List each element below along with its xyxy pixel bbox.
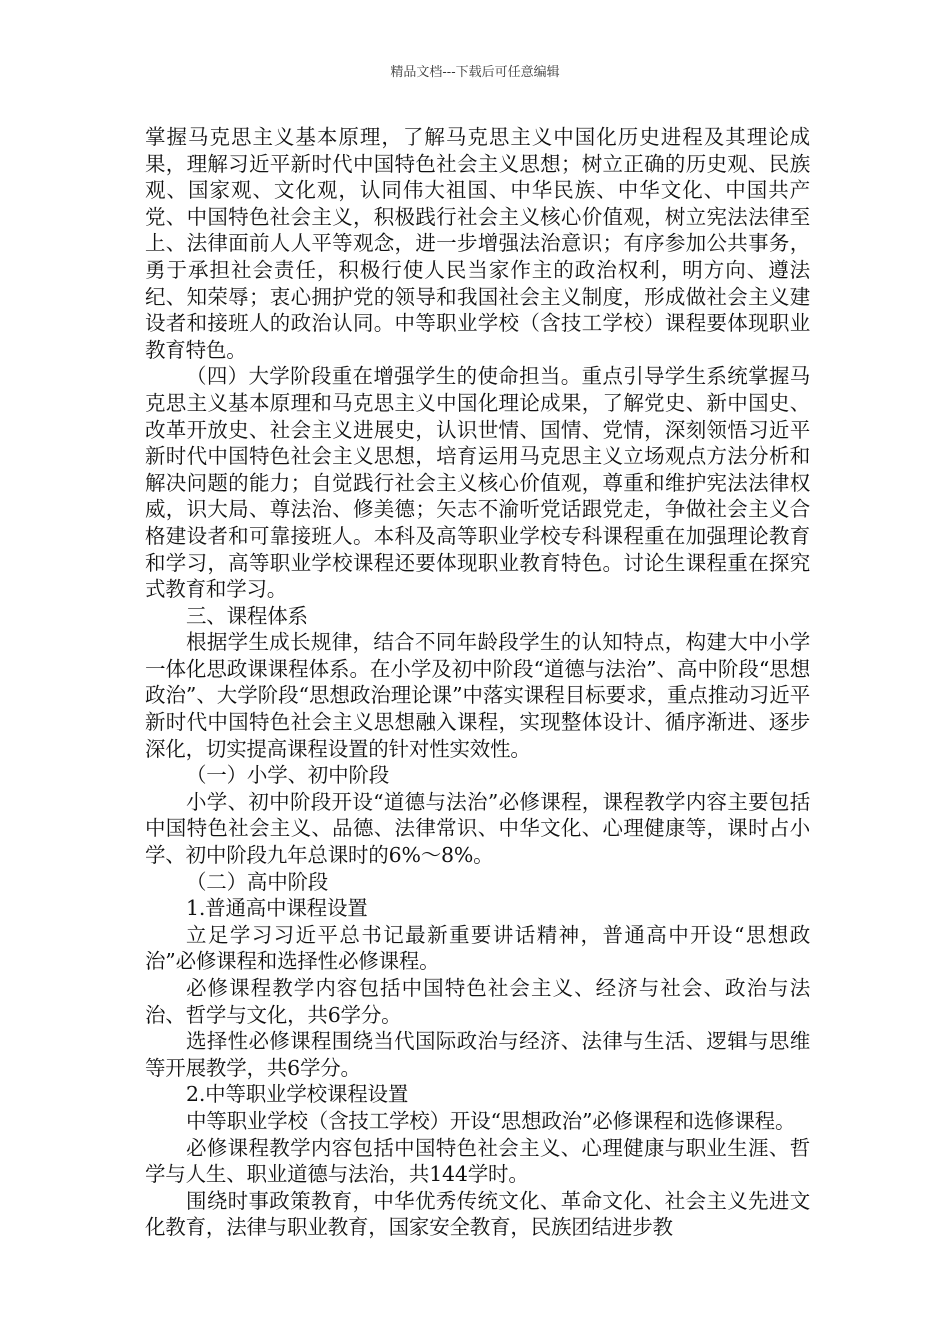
paragraph-14: 必修课程教学内容包括中国特色社会主义、心理健康与职业生涯、哲学与人生、职业道德与法治，共144学时。 (145, 1135, 810, 1187)
paragraph-4: 根据学生成长规律，结合不同年龄段学生的认知特点，构建大中小学一体化思政课课程体系。在小学及初中阶段“道德与法治”、高中阶段“思想政治”、大学阶段“思想政治理论课”中落实课程目标要求，重点推动习近平新时代中国特色社会主义思想融入课程，实现整体设计、循序渐进、逐步深化，切实提高课程设置的针对性实效性。 (145, 630, 810, 761)
subheading-senior-high: （二）高中阶段 (186, 869, 329, 894)
subheading-primary-junior: （一）小学、初中阶段 (186, 763, 389, 788)
paragraph-6: 小学、初中阶段开设“道德与法治”必修课程，课程教学内容主要包括中国特色社会主义、品德、法律常识、中华文化、心理健康等，课时占小学、初中阶段九年总课时的6%～8%。 (145, 789, 810, 868)
paragraph-15: 围绕时事政策教育，中华优秀传统文化、革命文化、社会主义先进文化教育，法律与职业教育，国家安全教育，民族团结进步教 (145, 1188, 810, 1240)
document-body (145, 124, 810, 1241)
paragraph-13: 中等职业学校（含技工学校）开设“思想政治”必修课程和选修课程。 (186, 1108, 796, 1133)
paragraph-10: 必修课程教学内容包括中国特色社会主义、经济与社会、政治与法治、哲学与文化，共6学分。 (145, 976, 810, 1027)
subheading-vocational: 2.中等职业学校课程设置 (186, 1082, 409, 1107)
paragraph-11: 选择性必修课程围绕当代国际政治与经济、法律与生活、逻辑与思维等开展教学，共6学分。 (145, 1029, 810, 1080)
section-heading-course-system: 三、课程体系 (186, 603, 308, 628)
paragraph-2: （四）大学阶段重在增强学生的使命担当。重点引导学生系统掌握马克思主义基本原理和马克思主义中国化理论成果，了解党史、新中国史、改革开放史、社会主义进展史，认识世情、国情、党情，深刻领悟习近平新时代中国特色社会主义思想，培育运用马克思主义立场观点方法分析和解决问题的能力；自觉践行社会主义核心价值观，尊重和维护宪法法律权威，识大局、尊法治、修美德；矢志不渝听党话跟党走，争做社会主义合格建设者和可靠接班人。本科及高等职业学校专科课程重在加强理论教育和学习，高等职业学校课程还要体现职业教育特色。讨论生课程重在探究式教育和学习。 (145, 364, 810, 602)
paragraph-1: 掌握马克思主义基本原理，了解马克思主义中国化历史进程及其理论成果，理解习近平新时代中国特色社会主义思想；树立正确的历史观、民族观、国家观、文化观，认同伟大祖国、中华民族、中华文化、中国共产党、中国特色社会主义，积极践行社会主义核心价值观，树立宪法法律至上、法律面前人人平等观念，进一步增强法治意识；有序参加公共事务，勇于承担社会责任，积极行使人民当家作主的政治权利，明方向、遵法纪、知荣辱；衷心拥护党的领导和我国社会主义制度，形成做社会主义建设者和接班人的政治认同。中等职业学校（含技工学校）课程要体现职业教育特色。 (145, 125, 810, 362)
page-header: 精品文档---下载后可任意编辑 (390, 65, 560, 80)
paragraph-9: 立足学习习近平总书记最新重要讲话精神，普通高中开设“思想政治”必修课程和选择性必修课程。 (145, 922, 810, 974)
subheading-general-high: 1.普通高中课程设置 (186, 896, 368, 921)
